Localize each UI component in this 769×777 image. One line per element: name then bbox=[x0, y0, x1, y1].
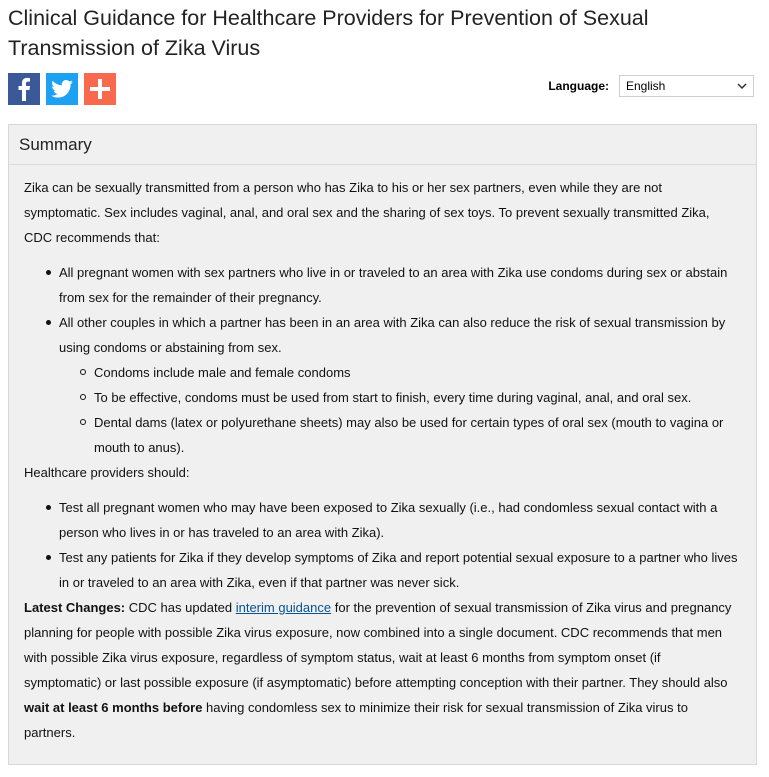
wait-emphasis: wait at least 6 months before bbox=[24, 700, 203, 715]
latest-changes: Latest Changes: CDC has updated interim guidance for the prevention of sexual transmission of Zika virus and pregnancy planning for people with possible Zika virus exposure, now combined into a single document. CDC recommends that men with possible Zika virus exposure, regardless of symptom status, wait at least 6 months from symptom onset (if symptomatic) or last possible exposure (if asymptomatic) before attempting conception with their partner. They should also wait at least 6 months before having condomless sex to minimize their risk for sexual transmission of Zika virus to partners. bbox=[24, 600, 732, 740]
twitter-icon bbox=[51, 80, 73, 98]
sub-list-item: Dental dams (latex or polyurethane sheets) may also be used for certain types of oral sex (mouth to vagina or mouth to anus). bbox=[24, 410, 741, 460]
provider-list bbox=[24, 495, 741, 595]
list-item: All other couples in which a partner has been in an area with Zika can also reduce the risk of sexual transmission by using condoms or abstaining from sex. bbox=[24, 310, 741, 360]
language-dropdown[interactable] bbox=[619, 75, 754, 97]
plus-icon bbox=[90, 79, 110, 99]
latest-changes-label: Latest Changes: bbox=[24, 600, 126, 615]
list-item: Test all pregnant women who may have been exposed to Zika sexually (i.e., had condomless sexual contact with a person who lives in or has traveled to an area with Zika). bbox=[24, 495, 741, 545]
summary-body bbox=[9, 165, 756, 745]
summary-panel bbox=[8, 124, 757, 765]
summary-heading: Summary bbox=[9, 125, 756, 165]
list-item: Test any patients for Zika if they develop symptoms of Zika and report potential sexual exposure to a partner who lives in or traveled to an area with Zika, even if that partner was never sick. bbox=[24, 545, 741, 595]
facebook-share-button[interactable] bbox=[8, 73, 40, 105]
language-selected: English bbox=[626, 79, 666, 93]
twitter-share-button[interactable] bbox=[46, 73, 78, 105]
sub-list-item: Condoms include male and female condoms bbox=[24, 360, 741, 385]
facebook-icon bbox=[17, 77, 31, 101]
interim-guidance-link[interactable]: interim guidance bbox=[235, 600, 332, 615]
language-label: Language: bbox=[548, 79, 609, 93]
summary-intro: Zika can be sexually transmitted from a person who has Zika to his or her sex partners, even while they are not symptomatic. Sex includes vaginal, anal, and oral sex and the sharing of sex toys. To prevent sexually transmitted Zika, CDC recommends that: bbox=[24, 180, 710, 245]
providers-intro: Healthcare providers should: bbox=[24, 465, 190, 480]
more-share-button[interactable] bbox=[84, 73, 116, 105]
recommendation-list bbox=[24, 260, 741, 460]
page-title: Clinical Guidance for Healthcare Providers for Prevention of Sexual Transmission of Zika Virus bbox=[8, 6, 649, 60]
list-item: All pregnant women with sex partners who live in or traveled to an area with Zika use condoms during sex or abstain from sex for the remainder of their pregnancy. bbox=[24, 260, 741, 310]
share-bar bbox=[8, 73, 116, 105]
sub-list-item: To be effective, condoms must be used from start to finish, every time during vaginal, anal, and oral sex. bbox=[24, 385, 741, 410]
language-selector bbox=[548, 75, 754, 97]
chevron-down-icon bbox=[737, 83, 747, 89]
